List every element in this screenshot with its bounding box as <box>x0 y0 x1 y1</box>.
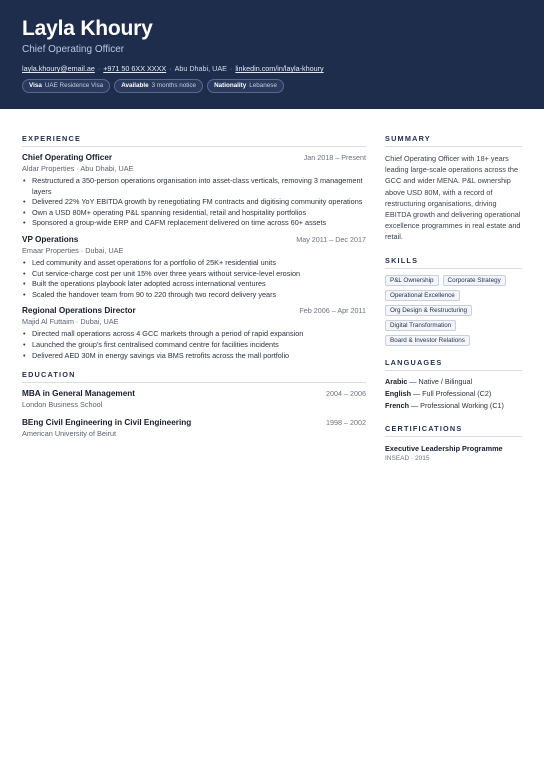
summary-heading: SUMMARY <box>385 134 431 143</box>
language-name: English <box>385 388 411 398</box>
skills-list <box>385 275 517 346</box>
email-link[interactable]: layla.khoury@email.ae <box>22 64 95 73</box>
bullet-item: • Directed mall operations across 4 GCC markets through a period of rapid expansion <box>22 329 366 340</box>
language-level: — Native / Bilingual <box>409 376 473 386</box>
education-entry <box>22 389 366 409</box>
education-heading: EDUCATION <box>22 370 76 380</box>
bullet-item: • Delivered AED 30M in energy savings via BMS retrofits across the mall portfolio <box>22 351 366 362</box>
certification-issuer: INSEAD · 2015 <box>385 454 430 462</box>
side-column <box>385 134 522 462</box>
pill-label: Nationality <box>214 82 247 89</box>
pill-value: UAE Residence Visa <box>44 82 104 89</box>
skill-chip: Board & Investor Relations <box>385 335 470 346</box>
candidate-name: Layla Khoury <box>22 17 153 40</box>
experience-heading: EXPERIENCE <box>22 134 82 143</box>
language-item <box>385 400 522 412</box>
linkedin-link[interactable]: linkedin.com/in/layla-khoury <box>235 64 324 73</box>
summary-text: Chief Operating Officer with 18+ years leading large-scale operations across the GCC and wider MENA. P&L ownership above USD 80M, with a record of restructuring organisations, driving EBITDA growth and delivering operational excellence programmes in real estate and retail. <box>385 154 521 242</box>
skills-heading: SKILLS <box>385 255 419 265</box>
phone-link[interactable]: +971 50 6XX XXXX <box>103 64 167 73</box>
job-entry <box>22 153 366 229</box>
degree-title: BEng Civil Engineering in Civil Engineering <box>22 418 192 428</box>
job-title: Chief Operating Officer <box>22 153 113 162</box>
bullet-item: • Delivered 22% YoY EBITDA growth by renegotiating FM contracts and digitising community operations <box>22 197 366 208</box>
bullet-item: • Built the operations playbook later adopted across international ventures <box>22 279 366 290</box>
education-entry <box>22 418 366 438</box>
school-name: London Business School <box>22 400 103 410</box>
job-bullets <box>22 258 366 300</box>
pill-nationality <box>207 79 284 93</box>
skill-chip: Corporate Strategy <box>443 275 506 286</box>
certification-name: Executive Leadership Programme <box>385 443 503 453</box>
degree-title: MBA in General Management <box>22 389 135 399</box>
resume-header <box>0 0 544 109</box>
section-divider <box>385 370 522 371</box>
pill-visa <box>22 79 110 93</box>
job-title: VP Operations <box>22 234 79 244</box>
job-company: Majid Al Futtaim · Dubai, UAE <box>22 317 119 327</box>
school-name: American University of Beirut <box>22 429 117 439</box>
language-name: Arabic <box>385 376 408 386</box>
skill-chip: P&L Ownership <box>385 275 439 286</box>
job-title: Regional Operations Director <box>22 306 136 316</box>
language-level: — Professional Working (C1) <box>410 400 504 410</box>
education-dates: 1998 – 2002 <box>326 418 366 428</box>
section-divider <box>22 146 366 147</box>
pill-label: Available <box>121 82 149 89</box>
bullet-item: • Launched the group's first centralised command centre for facilities incidents <box>22 340 366 351</box>
pill-availability <box>114 79 203 93</box>
job-dates: Jan 2018 – Present <box>303 153 366 162</box>
section-divider <box>22 382 366 383</box>
job-dates: Feb 2006 – Apr 2011 <box>299 306 366 316</box>
language-item <box>385 376 522 388</box>
skill-chip: Org Design & Restructuring <box>385 305 472 316</box>
certifications-heading: CERTIFICATIONS <box>385 423 463 433</box>
contact-separator: · <box>97 64 101 73</box>
contact-separator: · <box>229 64 233 73</box>
info-pills <box>22 79 284 93</box>
languages-heading: LANGUAGES <box>385 357 443 367</box>
pill-value: Lebanese <box>249 82 277 89</box>
location-text: Abu Dhabi, UAE <box>174 64 227 73</box>
bullet-item: • Scaled the handover team from 90 to 220 through two record delivery years <box>22 290 366 301</box>
bullet-item: • Sponsored a group-wide ERP and CAFM replacement delivered on time across 60+ assets <box>22 218 366 229</box>
language-level: — Full Professional (C2) <box>412 388 492 398</box>
job-dates: May 2011 – Dec 2017 <box>296 234 366 244</box>
job-entry <box>22 306 366 361</box>
bullet-item: • Restructured a 350-person operations organisation into asset-class verticals, removing 3 management layers <box>22 176 366 197</box>
job-bullets <box>22 176 366 229</box>
languages-list <box>385 376 522 412</box>
job-company: Aldar Properties · Abu Dhabi, UAE <box>22 164 134 173</box>
main-column <box>22 134 366 438</box>
bullet-item: • Own a USD 80M+ operating P&L spanning residential, retail and hospitality portfolios <box>22 208 366 219</box>
skill-chip: Operational Excellence <box>385 290 460 301</box>
contact-separator: · <box>169 64 172 73</box>
section-divider <box>385 436 522 437</box>
section-divider <box>385 268 522 269</box>
candidate-role: Chief Operating Officer <box>22 44 125 55</box>
job-company: Emaar Properties · Dubai, UAE <box>22 245 124 255</box>
pill-label: Visa <box>29 82 42 89</box>
pill-value: 3 months notice <box>151 82 197 89</box>
contact-line <box>22 64 324 73</box>
job-entry <box>22 235 366 300</box>
language-item <box>385 388 522 400</box>
bullet-item: • Cut service-charge cost per unit 15% over three years without service-level erosion <box>22 269 366 280</box>
bullet-item: • Led community and asset operations for a portfolio of 25K+ residential units <box>22 258 366 269</box>
education-dates: 2004 – 2006 <box>326 389 366 399</box>
language-name: French <box>385 400 409 410</box>
job-bullets <box>22 329 366 361</box>
skill-chip: Digital Transformation <box>385 320 456 331</box>
section-divider <box>385 146 522 147</box>
